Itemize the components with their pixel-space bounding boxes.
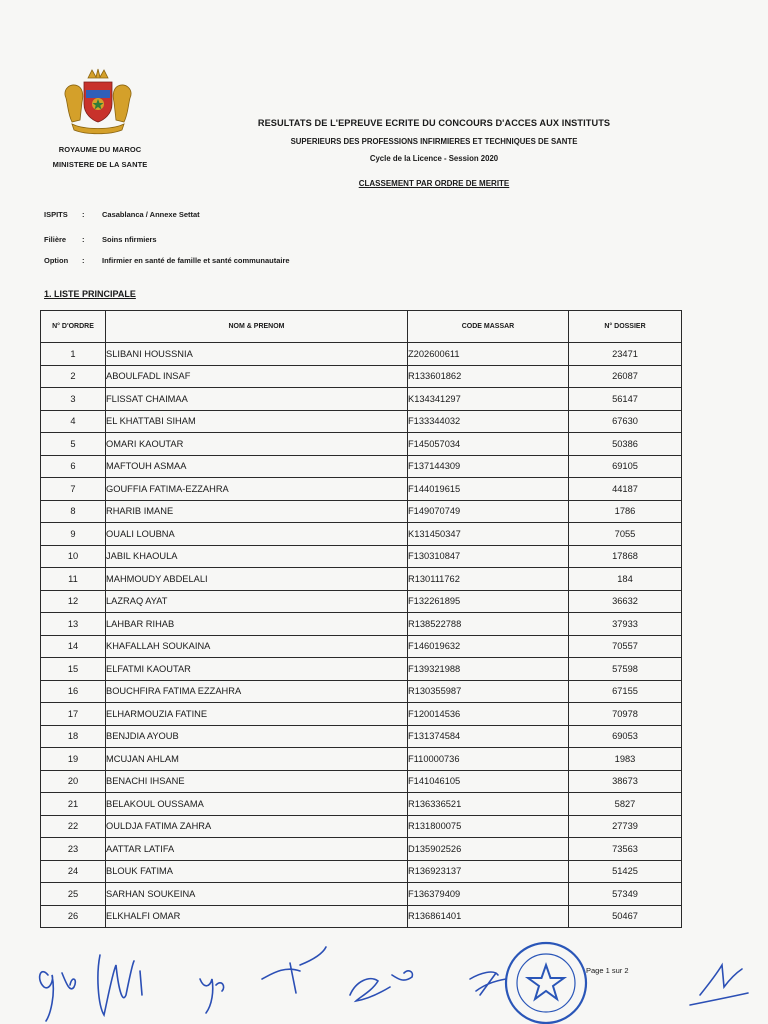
cell-name: GOUFFIA FATIMA-EZZAHRA <box>106 478 408 501</box>
cell-dossier: 70557 <box>569 635 682 658</box>
cell-name: BOUCHFIRA FATIMA EZZAHRA <box>106 680 408 703</box>
cell-dossier: 27739 <box>569 815 682 838</box>
cell-name: ABOULFADL INSAF <box>106 365 408 388</box>
cell-name: LAZRAQ AYAT <box>106 590 408 613</box>
table-row <box>41 838 682 861</box>
cell-dossier: 5827 <box>569 793 682 816</box>
table-row <box>41 883 682 906</box>
cell-dossier: 57598 <box>569 658 682 681</box>
cell-dossier: 38673 <box>569 770 682 793</box>
table-row <box>41 613 682 636</box>
cell-dossier: 57349 <box>569 883 682 906</box>
meta-value: Soins nfirmiers <box>102 235 157 244</box>
cell-dossier: 23471 <box>569 343 682 366</box>
cell-code: R138522788 <box>408 613 569 636</box>
signature-3 <box>200 979 224 1013</box>
cell-dossier: 184 <box>569 568 682 591</box>
cell-rank: 11 <box>41 568 106 591</box>
table-row <box>41 545 682 568</box>
cell-rank: 26 <box>41 905 106 928</box>
meta-value: Casablanca / Annexe Settat <box>102 210 200 219</box>
cell-code: F120014536 <box>408 703 569 726</box>
cell-code: R130111762 <box>408 568 569 591</box>
table-row <box>41 905 682 928</box>
official-stamp-icon <box>506 943 586 1023</box>
cell-rank: 6 <box>41 455 106 478</box>
table-row <box>41 433 682 456</box>
cell-dossier: 44187 <box>569 478 682 501</box>
table-row <box>41 365 682 388</box>
cell-code: F131374584 <box>408 725 569 748</box>
signature-7 <box>690 965 748 1005</box>
cell-dossier: 1786 <box>569 500 682 523</box>
page-number: Page 1 sur 2 <box>586 966 629 975</box>
cell-name: RHARIB IMANE <box>106 500 408 523</box>
cell-dossier: 37933 <box>569 613 682 636</box>
issuing-authority <box>40 142 160 172</box>
cell-name: OULDJA FATIMA ZAHRA <box>106 815 408 838</box>
table-row <box>41 703 682 726</box>
cell-name: FLISSAT CHAIMAA <box>106 388 408 411</box>
cell-code: F132261895 <box>408 590 569 613</box>
column-header-rank: N° D'ORDRE <box>41 311 106 343</box>
cell-name: MAHMOUDY ABDELALI <box>106 568 408 591</box>
country-name: ROYAUME DU MAROC <box>58 145 142 154</box>
cell-code: F145057034 <box>408 433 569 456</box>
meta-label: Option <box>44 256 69 265</box>
cell-name: LAHBAR RIHAB <box>106 613 408 636</box>
cell-rank: 24 <box>41 860 106 883</box>
cell-rank: 1 <box>41 343 106 366</box>
table-row <box>41 500 682 523</box>
table-row <box>41 478 682 501</box>
cell-code: Z202600611 <box>408 343 569 366</box>
table-row <box>41 748 682 771</box>
title-line-2: SUPERIEURS DES PROFESSIONS INFIRMIERES ET TECHNIQUES DE SANTE <box>290 137 578 146</box>
cell-dossier: 7055 <box>569 523 682 546</box>
cell-code: F130310847 <box>408 545 569 568</box>
cell-dossier: 67630 <box>569 410 682 433</box>
cell-code: R136923137 <box>408 860 569 883</box>
cell-code: F110000736 <box>408 748 569 771</box>
cell-rank: 13 <box>41 613 106 636</box>
cell-name: ELHARMOUZIA FATINE <box>106 703 408 726</box>
cell-name: AATTAR LATIFA <box>106 838 408 861</box>
cell-rank: 20 <box>41 770 106 793</box>
cell-dossier: 50467 <box>569 905 682 928</box>
cell-rank: 21 <box>41 793 106 816</box>
table-row <box>41 568 682 591</box>
cell-code: F136379409 <box>408 883 569 906</box>
signature-6 <box>470 972 506 995</box>
cell-dossier: 56147 <box>569 388 682 411</box>
cell-name: OMARI KAOUTAR <box>106 433 408 456</box>
cell-rank: 12 <box>41 590 106 613</box>
table-row <box>41 388 682 411</box>
table-row <box>41 658 682 681</box>
cell-rank: 14 <box>41 635 106 658</box>
cell-rank: 2 <box>41 365 106 388</box>
meta-filiere: Filière : Soins nfirmiers <box>44 235 157 244</box>
table-row <box>41 410 682 433</box>
cell-name: BENACHI IHSANE <box>106 770 408 793</box>
table-row <box>41 860 682 883</box>
cell-dossier: 67155 <box>569 680 682 703</box>
cell-dossier: 69105 <box>569 455 682 478</box>
signatures-and-stamp <box>0 935 768 1024</box>
table-row <box>41 343 682 366</box>
table-row <box>41 815 682 838</box>
section-title: 1. LISTE PRINCIPALE <box>44 289 136 299</box>
cell-code: R131800075 <box>408 815 569 838</box>
cell-rank: 19 <box>41 748 106 771</box>
cell-dossier: 70978 <box>569 703 682 726</box>
cell-code: R136861401 <box>408 905 569 928</box>
table-row <box>41 725 682 748</box>
cell-rank: 16 <box>41 680 106 703</box>
cell-code: R133601862 <box>408 365 569 388</box>
cell-name: BENJDIA AYOUB <box>106 725 408 748</box>
cell-dossier: 69053 <box>569 725 682 748</box>
cell-dossier: 1983 <box>569 748 682 771</box>
table-row <box>41 455 682 478</box>
cell-rank: 18 <box>41 725 106 748</box>
cell-name: MCUJAN AHLAM <box>106 748 408 771</box>
cell-rank: 17 <box>41 703 106 726</box>
table-row <box>41 680 682 703</box>
cell-dossier: 36632 <box>569 590 682 613</box>
cell-code: K131450347 <box>408 523 569 546</box>
table-row <box>41 793 682 816</box>
cell-code: D135902526 <box>408 838 569 861</box>
cell-rank: 3 <box>41 388 106 411</box>
cell-rank: 22 <box>41 815 106 838</box>
cell-name: JABIL KHAOULA <box>106 545 408 568</box>
cell-code: F137144309 <box>408 455 569 478</box>
cell-rank: 8 <box>41 500 106 523</box>
cell-code: F149070749 <box>408 500 569 523</box>
table-header-row <box>41 311 682 343</box>
table-row <box>41 590 682 613</box>
cell-dossier: 26087 <box>569 365 682 388</box>
cell-name: ELKHALFI OMAR <box>106 905 408 928</box>
signature-2 <box>98 955 142 1015</box>
table-row <box>41 523 682 546</box>
cell-name: EL KHATTABI SIHAM <box>106 410 408 433</box>
meta-option: Option : Infirmier en santé de famille et santé communautaire <box>44 256 290 265</box>
meta-label: ISPITS <box>44 210 68 219</box>
document-title <box>240 118 628 188</box>
cell-rank: 9 <box>41 523 106 546</box>
meta-ispits: ISPITS : Casablanca / Annexe Settat <box>44 210 200 219</box>
cell-rank: 7 <box>41 478 106 501</box>
cell-name: OUALI LOUBNA <box>106 523 408 546</box>
cell-rank: 15 <box>41 658 106 681</box>
column-header-dossier: N° DOSSIER <box>569 311 682 343</box>
cell-name: SARHAN SOUKEINA <box>106 883 408 906</box>
title-line-3: Cycle de la Licence - Session 2020 <box>369 154 499 163</box>
cell-rank: 5 <box>41 433 106 456</box>
cell-code: F133344032 <box>408 410 569 433</box>
column-header-name: NOM & PRENOM <box>106 311 408 343</box>
cell-code: K134341297 <box>408 388 569 411</box>
cell-name: KHAFALLAH SOUKAINA <box>106 635 408 658</box>
cell-name: MAFTOUH ASMAA <box>106 455 408 478</box>
cell-rank: 25 <box>41 883 106 906</box>
cell-rank: 4 <box>41 410 106 433</box>
cell-dossier: 50386 <box>569 433 682 456</box>
results-table <box>40 310 682 928</box>
cell-name: SLIBANI HOUSSNIA <box>106 343 408 366</box>
cell-name: BELAKOUL OUSSAMA <box>106 793 408 816</box>
signature-1 <box>40 972 76 1021</box>
cell-name: BLOUK FATIMA <box>106 860 408 883</box>
cell-code: R130355987 <box>408 680 569 703</box>
cell-rank: 23 <box>41 838 106 861</box>
ranking-title: CLASSEMENT PAR ORDRE DE MERITE <box>358 179 510 188</box>
cell-code: F146019632 <box>408 635 569 658</box>
meta-value: Infirmier en santé de famille et santé communautaire <box>102 256 290 265</box>
cell-dossier: 51425 <box>569 860 682 883</box>
table-row <box>41 635 682 658</box>
table-row <box>41 770 682 793</box>
signature-4 <box>262 947 326 993</box>
column-header-code: CODE MASSAR <box>408 311 569 343</box>
cell-code: F141046105 <box>408 770 569 793</box>
cell-name: ELFATMI KAOUTAR <box>106 658 408 681</box>
cell-code: F139321988 <box>408 658 569 681</box>
meta-label: Filière <box>44 235 67 244</box>
signature-5 <box>350 971 412 1001</box>
cell-dossier: 17868 <box>569 545 682 568</box>
cell-code: R136336521 <box>408 793 569 816</box>
cell-code: F144019615 <box>408 478 569 501</box>
ministry-name: MINISTERE DE LA SANTE <box>52 160 148 169</box>
coat-of-arms-icon <box>58 68 138 136</box>
title-line-1: RESULTATS DE L'EPREUVE ECRITE DU CONCOURS D'ACCES AUX INSTITUTS <box>257 118 611 128</box>
cell-rank: 10 <box>41 545 106 568</box>
cell-dossier: 73563 <box>569 838 682 861</box>
